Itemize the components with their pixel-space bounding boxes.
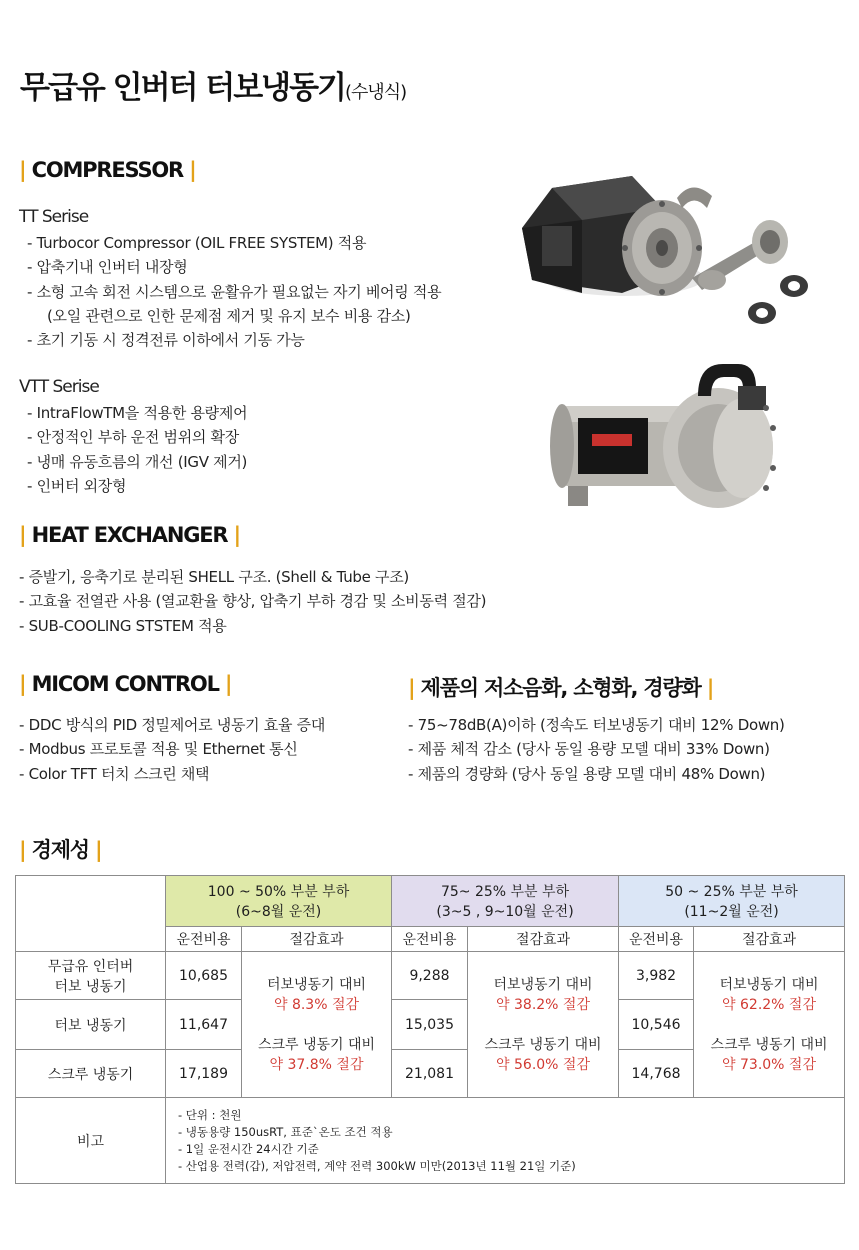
noise-list (408, 713, 785, 786)
list-item: - 인버터 외장형 (27, 476, 127, 495)
list-item: - 압축기내 인버터 내장형 (27, 258, 188, 277)
cost-cell: 10,546 (619, 1000, 694, 1050)
list-item: - Turbocor Compressor (OIL FREE SYSTEM) 적용 (27, 234, 367, 252)
saving-screw-value: 약 73.0% 절감 (722, 1056, 816, 1073)
saving-cell (694, 952, 845, 1098)
list-item: - DDC 방식의 PID 정밀제어로 냉동기 효율 증대 (19, 716, 326, 734)
saving-turbo-value: 약 38.2% 절감 (496, 996, 590, 1013)
table-header-row (16, 876, 845, 927)
saving-screw-value: 약 56.0% 절감 (496, 1056, 590, 1073)
group-header-line2: (6~8월 운전) (235, 904, 322, 920)
list-item: - Modbus 프로토콜 적용 및 Ethernet 통신 (19, 740, 298, 759)
cost-cell: 15,035 (392, 1000, 468, 1050)
heading-bar-left: | (19, 523, 26, 547)
row-label-line2: 터보 냉동기 (54, 978, 127, 995)
micom-list (19, 713, 325, 786)
noise-heading-text: 제품의 저소음화, 소형화, 경량화 (420, 676, 701, 700)
group-header-line1: 50 ~ 25% 부분 부하 (665, 884, 798, 900)
cost-header: 운전비용 (619, 927, 694, 952)
row-label: 스크루 냉동기 (16, 1050, 166, 1098)
saving-screw-label: 스크루 냉동기 대비 (484, 1036, 602, 1053)
tt-series-title: TT Serise (19, 207, 89, 227)
economy-heading (19, 834, 101, 864)
heading-bar-right: | (224, 672, 232, 696)
cost-header: 운전비용 (166, 927, 242, 952)
compressor-heading-text: COMPRESSOR (31, 158, 184, 182)
heat-exchanger-list (19, 565, 486, 638)
saving-screw-value: 약 37.8% 절감 (269, 1056, 364, 1073)
micom-heading (19, 672, 231, 696)
heat-exchanger-heading (19, 523, 240, 547)
heading-bar-right: | (95, 838, 102, 862)
list-item: - 냉매 유동흐름의 개선 (IGV 제거) (27, 452, 248, 471)
group-header-winter (619, 876, 845, 927)
row-label: 터보 냉동기 (16, 1000, 166, 1050)
cost-header: 운전비용 (392, 927, 468, 952)
list-item: - 안정적인 부하 운전 범위의 확장 (27, 428, 239, 447)
saving-turbo-value: 약 8.3% 절감 (273, 996, 360, 1013)
note-cell (166, 1098, 845, 1184)
saving-header: 절감효과 (468, 927, 619, 952)
page-title (20, 62, 406, 107)
vtt-series-list (27, 401, 247, 498)
list-item: - 제품의 경량화 (당사 동일 용량 모델 대비 48% Down) (408, 764, 766, 783)
group-header-summer (166, 876, 392, 927)
heading-bar-right: | (189, 158, 196, 182)
list-item: - 소형 고속 회전 시스템으로 윤활유가 필요없는 자기 베어링 적용 (27, 282, 442, 301)
cost-cell: 11,647 (166, 1000, 242, 1050)
list-item: - 75~78dB(A)이하 (정속도 터보냉동기 대비 12% Down) (408, 716, 785, 734)
list-item: - 제품 체적 감소 (당사 동일 용량 모델 대비 33% Down) (408, 740, 770, 759)
saving-header: 절감효과 (694, 927, 845, 952)
note-line: - 단위 : 천원 (178, 1107, 242, 1122)
page-title-sub: (수냉식) (345, 82, 407, 103)
heat-exchanger-heading-text: HEAT EXCHANGER (31, 523, 228, 547)
heading-bar-right: | (706, 676, 714, 700)
saving-screw-label: 스크루 냉동기 대비 (257, 1036, 376, 1053)
group-header-line2: (3~5 , 9~10월 운전) (436, 904, 574, 920)
cost-cell: 10,685 (166, 952, 242, 1000)
note-line: - 냉동용량 150usRT, 표준`온도 조건 적용 (178, 1124, 393, 1139)
group-header-spring-fall (392, 876, 619, 927)
tt-series-list (27, 231, 441, 352)
list-item: - IntraFlowTM을 적용한 용량제어 (27, 404, 248, 422)
group-header-line1: 75~ 25% 부분 부하 (440, 884, 570, 900)
saving-turbo-label: 터보냉동기 대비 (493, 976, 593, 993)
economy-heading-text: 경제성 (31, 838, 89, 862)
group-header-line1: 100 ~ 50% 부분 부하 (207, 884, 350, 900)
cost-cell: 21,081 (392, 1050, 468, 1098)
saving-header: 절감효과 (242, 927, 392, 952)
saving-turbo-label: 터보냉동기 대비 (719, 976, 819, 993)
cost-cell: 3,982 (619, 952, 694, 1000)
list-item: (오일 관련으로 인한 문제점 제거 및 유지 보수 비용 감소) (47, 306, 411, 325)
compressor-heading (19, 158, 196, 182)
micom-heading-text: MICOM CONTROL (31, 672, 219, 696)
group-header-line2: (11~2월 운전) (684, 904, 779, 920)
saving-screw-label: 스크루 냉동기 대비 (710, 1036, 828, 1053)
saving-turbo-value: 약 62.2% 절감 (722, 996, 816, 1013)
row-label-line1: 무급유 인터버 (47, 958, 134, 975)
note-line: - 1일 운전시간 24시간 기준 (178, 1141, 319, 1156)
row-label (16, 952, 166, 1000)
cost-cell: 14,768 (619, 1050, 694, 1098)
list-item: - 고효율 전열관 사용 (열교환율 향상, 압축기 부하 경감 및 소비동력 절감) (19, 592, 487, 611)
heading-bar-right: | (233, 523, 240, 547)
heading-bar-left: | (19, 672, 26, 696)
vtt-series-title: VTT Serise (19, 377, 99, 397)
list-item: - 초기 기동 시 정격전류 이하에서 기동 가능 (27, 331, 305, 350)
note-line: - 산업용 전력(갑), 저압전력, 계약 전력 300kW 미만(2013년 11월 21일 기준) (178, 1158, 576, 1173)
vtt-compressor-image (548, 358, 783, 518)
cost-cell: 9,288 (392, 952, 468, 1000)
note-label: 비고 (16, 1098, 166, 1184)
cost-cell: 17,189 (166, 1050, 242, 1098)
heading-bar-left: | (19, 158, 26, 182)
heading-bar-left: | (19, 838, 26, 862)
noise-heading (408, 672, 713, 702)
tt-compressor-image (512, 168, 830, 338)
table-corner-cell (16, 876, 166, 952)
list-item: - SUB-COOLING STSTEM 적용 (19, 616, 227, 635)
list-item: - Color TFT 터치 스크린 채택 (19, 764, 210, 783)
table-note-row (16, 1098, 845, 1184)
saving-cell (242, 952, 392, 1098)
table-row (16, 952, 845, 1000)
heading-bar-left: | (408, 676, 415, 700)
page-title-main: 무급유 인버터 터보냉동기 (20, 70, 345, 106)
economy-table (15, 875, 845, 1184)
saving-turbo-label: 터보냉동기 대비 (266, 976, 367, 993)
list-item: - 증발기, 응축기로 분리된 SHELL 구조. (Shell & Tube 구조) (19, 568, 409, 586)
saving-cell (468, 952, 619, 1098)
